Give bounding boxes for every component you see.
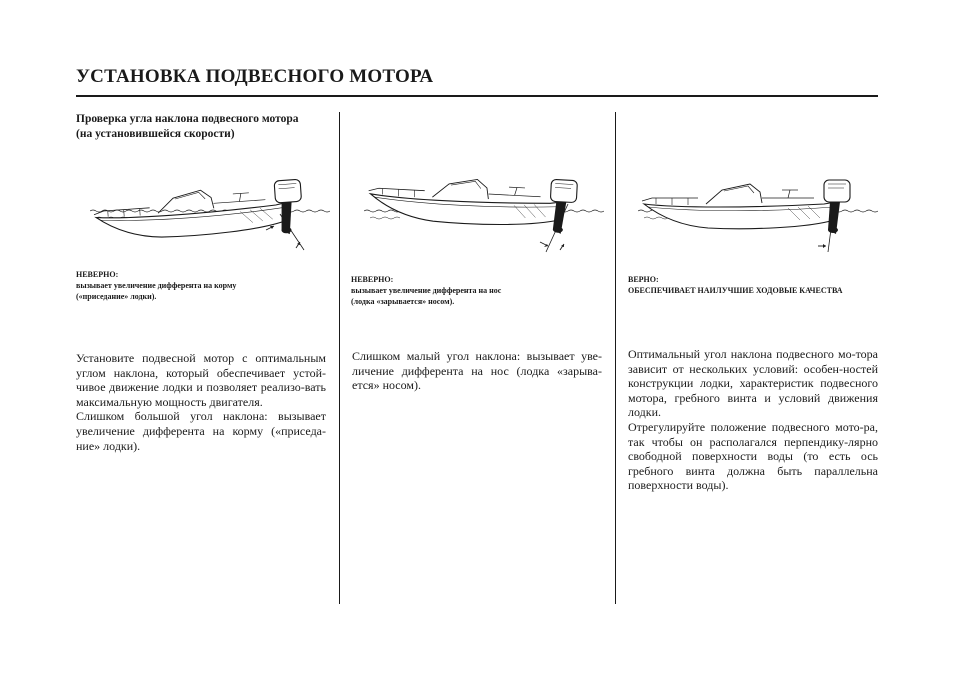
caption-line-1: вызывает увеличение дифферента на нос [351, 286, 502, 295]
page-title: УСТАНОВКА ПОДВЕСНОГО МОТОРА [76, 66, 434, 87]
column-divider-1 [339, 112, 340, 604]
paragraph: Слишком малый угол наклона: вызывает уве-личение дифферента на нос (лодка «зарыва-ется» носом). [352, 349, 602, 393]
body-text-column-3 [628, 347, 878, 493]
boat-illustration-bow-down [364, 168, 604, 258]
caption-correct [628, 274, 843, 296]
boat-illustration-correct [638, 168, 878, 258]
paragraph: Установите подвесной мотор с оптимальным углом наклона, который обеспечивает устой-чивое движение лодки и позволяет реализо-вать максимальную мощность двигателя. [76, 351, 326, 409]
section-subheading [76, 112, 326, 142]
caption-label: НЕВЕРНО: [351, 275, 394, 284]
caption-line-2: («приседание» лодки). [76, 292, 157, 301]
paragraph: Отрегулируйте положение подвесного мото-ра, так чтобы он располагался перпендику-лярно свободной поверхности воды (то есть ось гребного винта должна быть параллельна поверхности воды). [628, 419, 878, 493]
body-text-column-2 [352, 349, 602, 393]
subheading-line-1: Проверка угла наклона подвесного мотора [76, 113, 299, 125]
caption-incorrect-stern [76, 269, 236, 302]
caption-incorrect-bow [351, 274, 501, 307]
caption-line-1: вызывает увеличение дифферента на корму [76, 281, 237, 290]
paragraph: Оптимальный угол наклона подвесного мо-тора зависит от нескольких условий: особен-ностей конструкции лодки, характеристик подвесного мотора, гребного винта и условий движения лодки. [628, 347, 878, 420]
caption-line-2: (лодка «зарывается» носом). [351, 297, 455, 306]
column-divider-2 [615, 112, 616, 604]
boat-illustration-stern-down [90, 168, 330, 258]
subheading-line-2: (на установившейся скорости) [76, 128, 235, 140]
caption-label: НЕВЕРНО: [76, 270, 119, 279]
paragraph: Слишком большой угол наклона: вызывает увеличение дифферента на корму («приседа-ние» лодки). [76, 409, 326, 453]
caption-label: ВЕРНО: [628, 275, 659, 284]
body-text-column-1 [76, 351, 326, 453]
title-rule [76, 95, 878, 97]
caption-line-1: ОБЕСПЕЧИВАЕТ НАИЛУЧШИЕ ХОДОВЫЕ КАЧЕСТВА [628, 286, 843, 295]
